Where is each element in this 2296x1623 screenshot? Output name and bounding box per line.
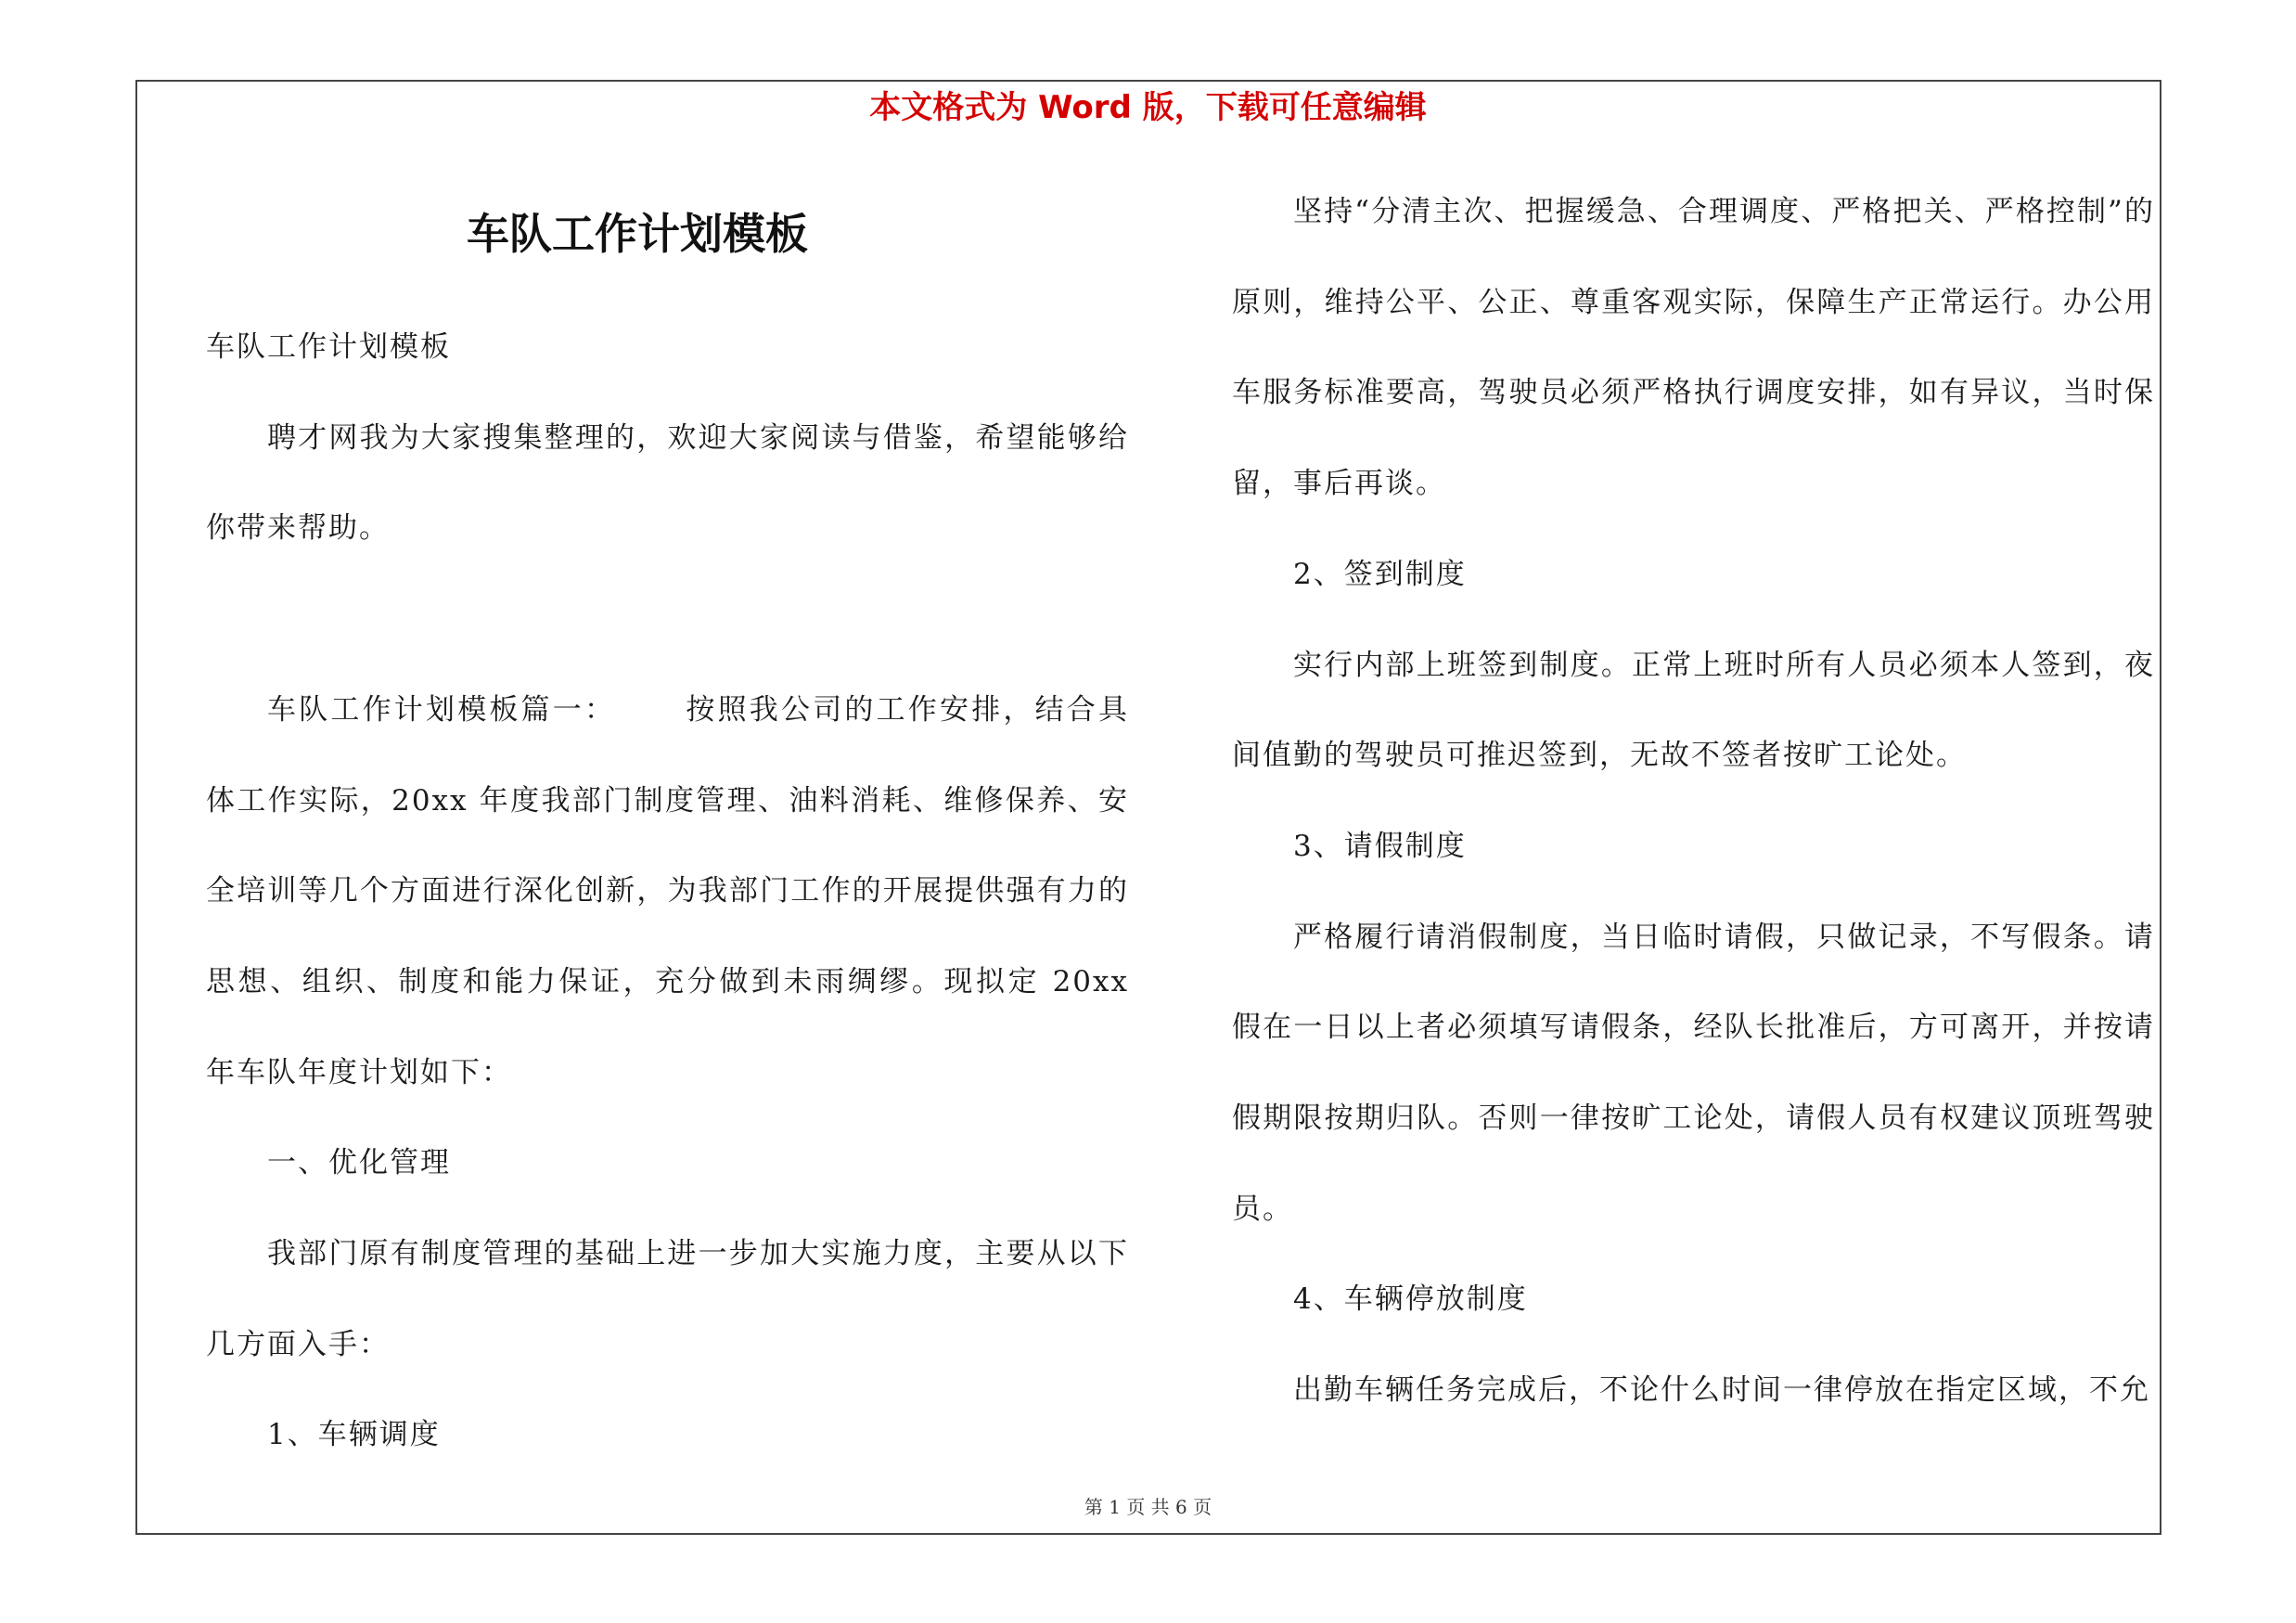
right-column xyxy=(1232,167,2155,1436)
page-number-footer: 第 1 页 共 6 页 xyxy=(1084,1496,1212,1518)
left-column xyxy=(206,303,1129,1481)
blank-line xyxy=(206,574,1129,665)
subheading-sign-in: 2、签到制度 xyxy=(1293,557,1467,591)
subheading-parking: 4、车辆停放制度 xyxy=(1293,1282,1528,1317)
part-one-lead: 车队工作计划模板篇一： xyxy=(267,692,617,727)
paragraph-parking: 出勤车辆任务完成后，不论什么时间一律停放在指定区域，不允 xyxy=(1293,1373,2150,1408)
document-title: 车队工作计划模板 xyxy=(467,209,808,259)
subheading-leave: 3、请假制度 xyxy=(1293,829,1467,863)
section-heading-optimize: 一、优化管理 xyxy=(267,1146,451,1180)
editable-notice-banner: 本文格式为 Word 版，下载可任意编辑 xyxy=(869,89,1427,126)
paragraph-part-one xyxy=(206,665,1129,1119)
paragraph-measures: 我部门原有制度管理的基础上进一步加大实施力度，主要从以下几方面入手： xyxy=(206,1237,1129,1361)
paragraph-intro: 聘才网我为大家搜集整理的，欢迎大家阅读与借鉴，希望能够给你带来帮助。 xyxy=(206,420,1129,546)
subheading-vehicle-dispatch: 1、车辆调度 xyxy=(267,1418,441,1452)
part-one-body: 按照我公司的工作安排，结合具体工作实际，20xx 年度我部门制度管理、油料消耗、维修保养、安全培训等几个方面进行深化创新，为我部门工作的开展提供强有力的思想、组织、制度和能力保证，充分做到未雨绸缪。现拟定 20xx 年车队年度计划如下： xyxy=(206,692,1130,1089)
paragraph-dispatch-principle: 坚持“分清主次、把握缓急、合理调度、严格把关、严格控制”的原则，维持公平、公正、尊重客观实际，保障生产正常运行。办公用车服务标准要高，驾驶员必须严格执行调度安排，如有异议，当时保留，事后再谈。 xyxy=(1232,195,2155,501)
paragraph-heading-repeat: 车队工作计划模板 xyxy=(206,330,451,364)
paragraph-sign-in: 实行内部上班签到制度。正常上班时所有人员必须本人签到，夜间值勤的驾驶员可推迟签到，无故不签者按旷工论处。 xyxy=(1232,648,2155,773)
paragraph-leave: 严格履行请消假制度，当日临时请假，只做记录，不写假条。请假在一日以上者必须填写请假条，经队长批准后，方可离开，并按请假期限按期归队。否则一律按旷工论处，请假人员有权建议顶班驾驶员。 xyxy=(1232,920,2155,1226)
